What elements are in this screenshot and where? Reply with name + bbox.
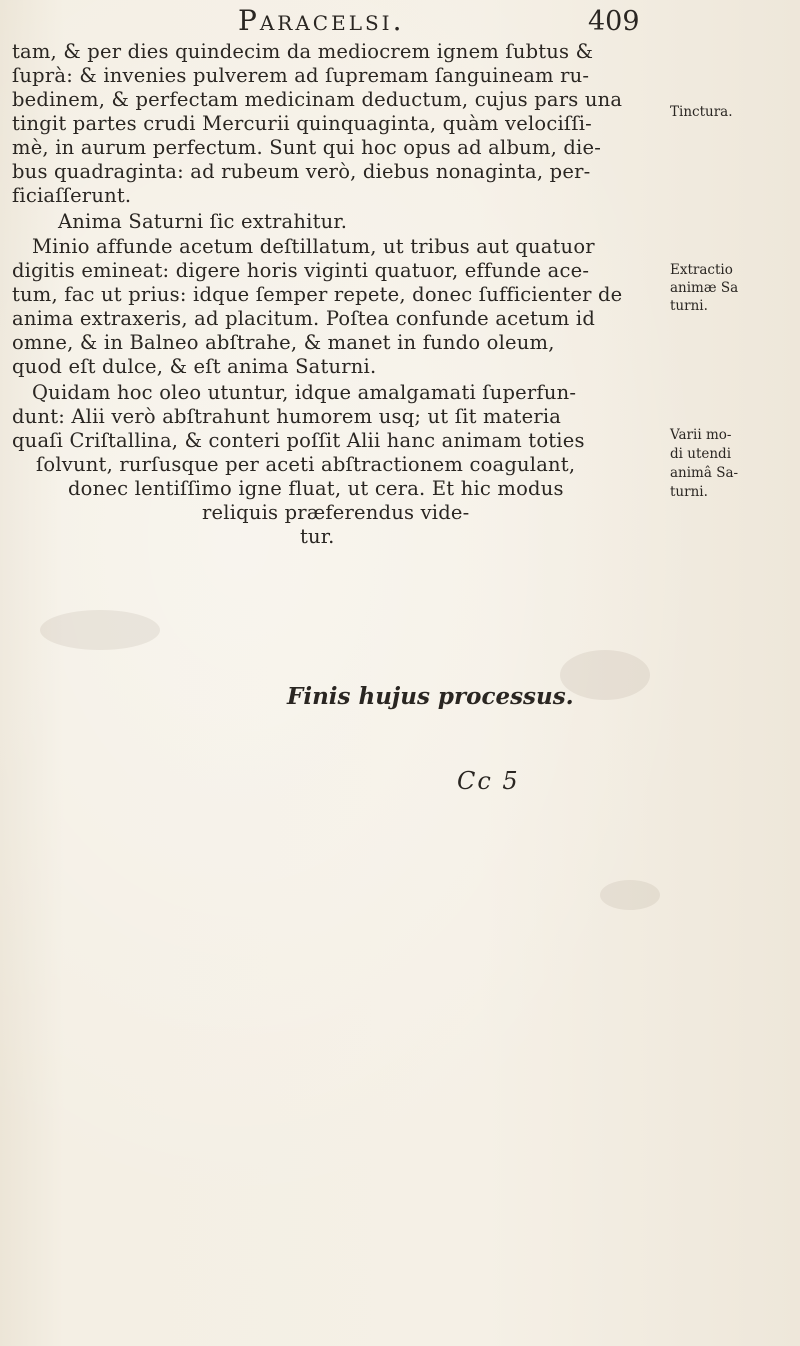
text-line: dunt: Alii verò abſtrahunt humorem usq; ut ſit materia — [12, 405, 562, 428]
text-line: bedinem, & perfectam medicinam deductum, cujus pars una — [12, 88, 623, 111]
text-line: ſolvunt, rurſusque per aceti abſtractionem coagulant, — [36, 453, 576, 476]
page-number: 409 — [588, 6, 640, 37]
text-line: omne, & in Balneo abſtrahe, & manet in fundo oleum, — [12, 331, 555, 354]
text-line: quaſi Criſtallina, & conteri poſſit Alii hanc animam toties — [12, 429, 585, 452]
text-line: Quidam hoc oleo utuntur, idque amalgamati ſuperfun- — [32, 381, 577, 404]
text-line: tur. — [300, 525, 335, 548]
page-header — [0, 4, 680, 38]
closing-line: Finis hujus processus. — [287, 683, 574, 710]
text-line: ſuprà: & invenies pulverem ad ſupremam ſanguineam ru- — [12, 64, 590, 87]
paper-stain — [600, 880, 660, 910]
margin-note-extractio: turni. — [670, 298, 708, 314]
margin-note-varii: animâ Sa- — [670, 465, 739, 481]
text-line: tam, & per dies quindecim da mediocrem ignem ſubtus & — [12, 40, 594, 63]
margin-note-tinctura: Tinctura. — [670, 104, 733, 120]
text-line: anima extraxeris, ad placitum. Poſtea confunde acetum id — [12, 307, 596, 330]
text-line: bus quadraginta: ad rubeum verò, diebus nonaginta, per- — [12, 160, 591, 183]
margin-note-extractio: animæ Sa — [670, 280, 739, 296]
text-line: ficiaſſerunt. — [12, 184, 132, 207]
text-line: tum, fac ut prius: idque ſemper repete, donec ſufficienter de — [12, 283, 623, 306]
text-line: tingit partes crudi Mercurii quinquaginta, quàm velociſſi- — [12, 112, 592, 135]
text-line: quod eſt dulce, & eſt anima Saturni. — [12, 355, 377, 378]
text-line: reliquis præferendus vide- — [202, 501, 470, 524]
running-head: Paracelsi. — [238, 4, 405, 37]
margin-note-varii: turni. — [670, 484, 708, 500]
text-line: Minio affunde acetum deſtillatum, ut tribus aut quatuor — [32, 235, 595, 258]
signature-mark: Cc 5 — [457, 767, 520, 795]
paper-stain — [40, 610, 160, 650]
margin-note-varii: di utendi — [670, 446, 732, 462]
margin-note-extractio: Extractio — [670, 262, 733, 278]
section-heading: Anima Saturni ſic extrahitur. — [58, 210, 348, 233]
text-line: digitis emineat: digere horis viginti quatuor, effunde ace- — [12, 259, 590, 282]
text-line: donec lentiſſimo igne fluat, ut cera. Et hic modus — [68, 477, 564, 500]
margin-note-varii: Varii mo- — [670, 427, 732, 443]
text-line: mè, in aurum perfectum. Sunt qui hoc opus ad album, die- — [12, 136, 602, 159]
